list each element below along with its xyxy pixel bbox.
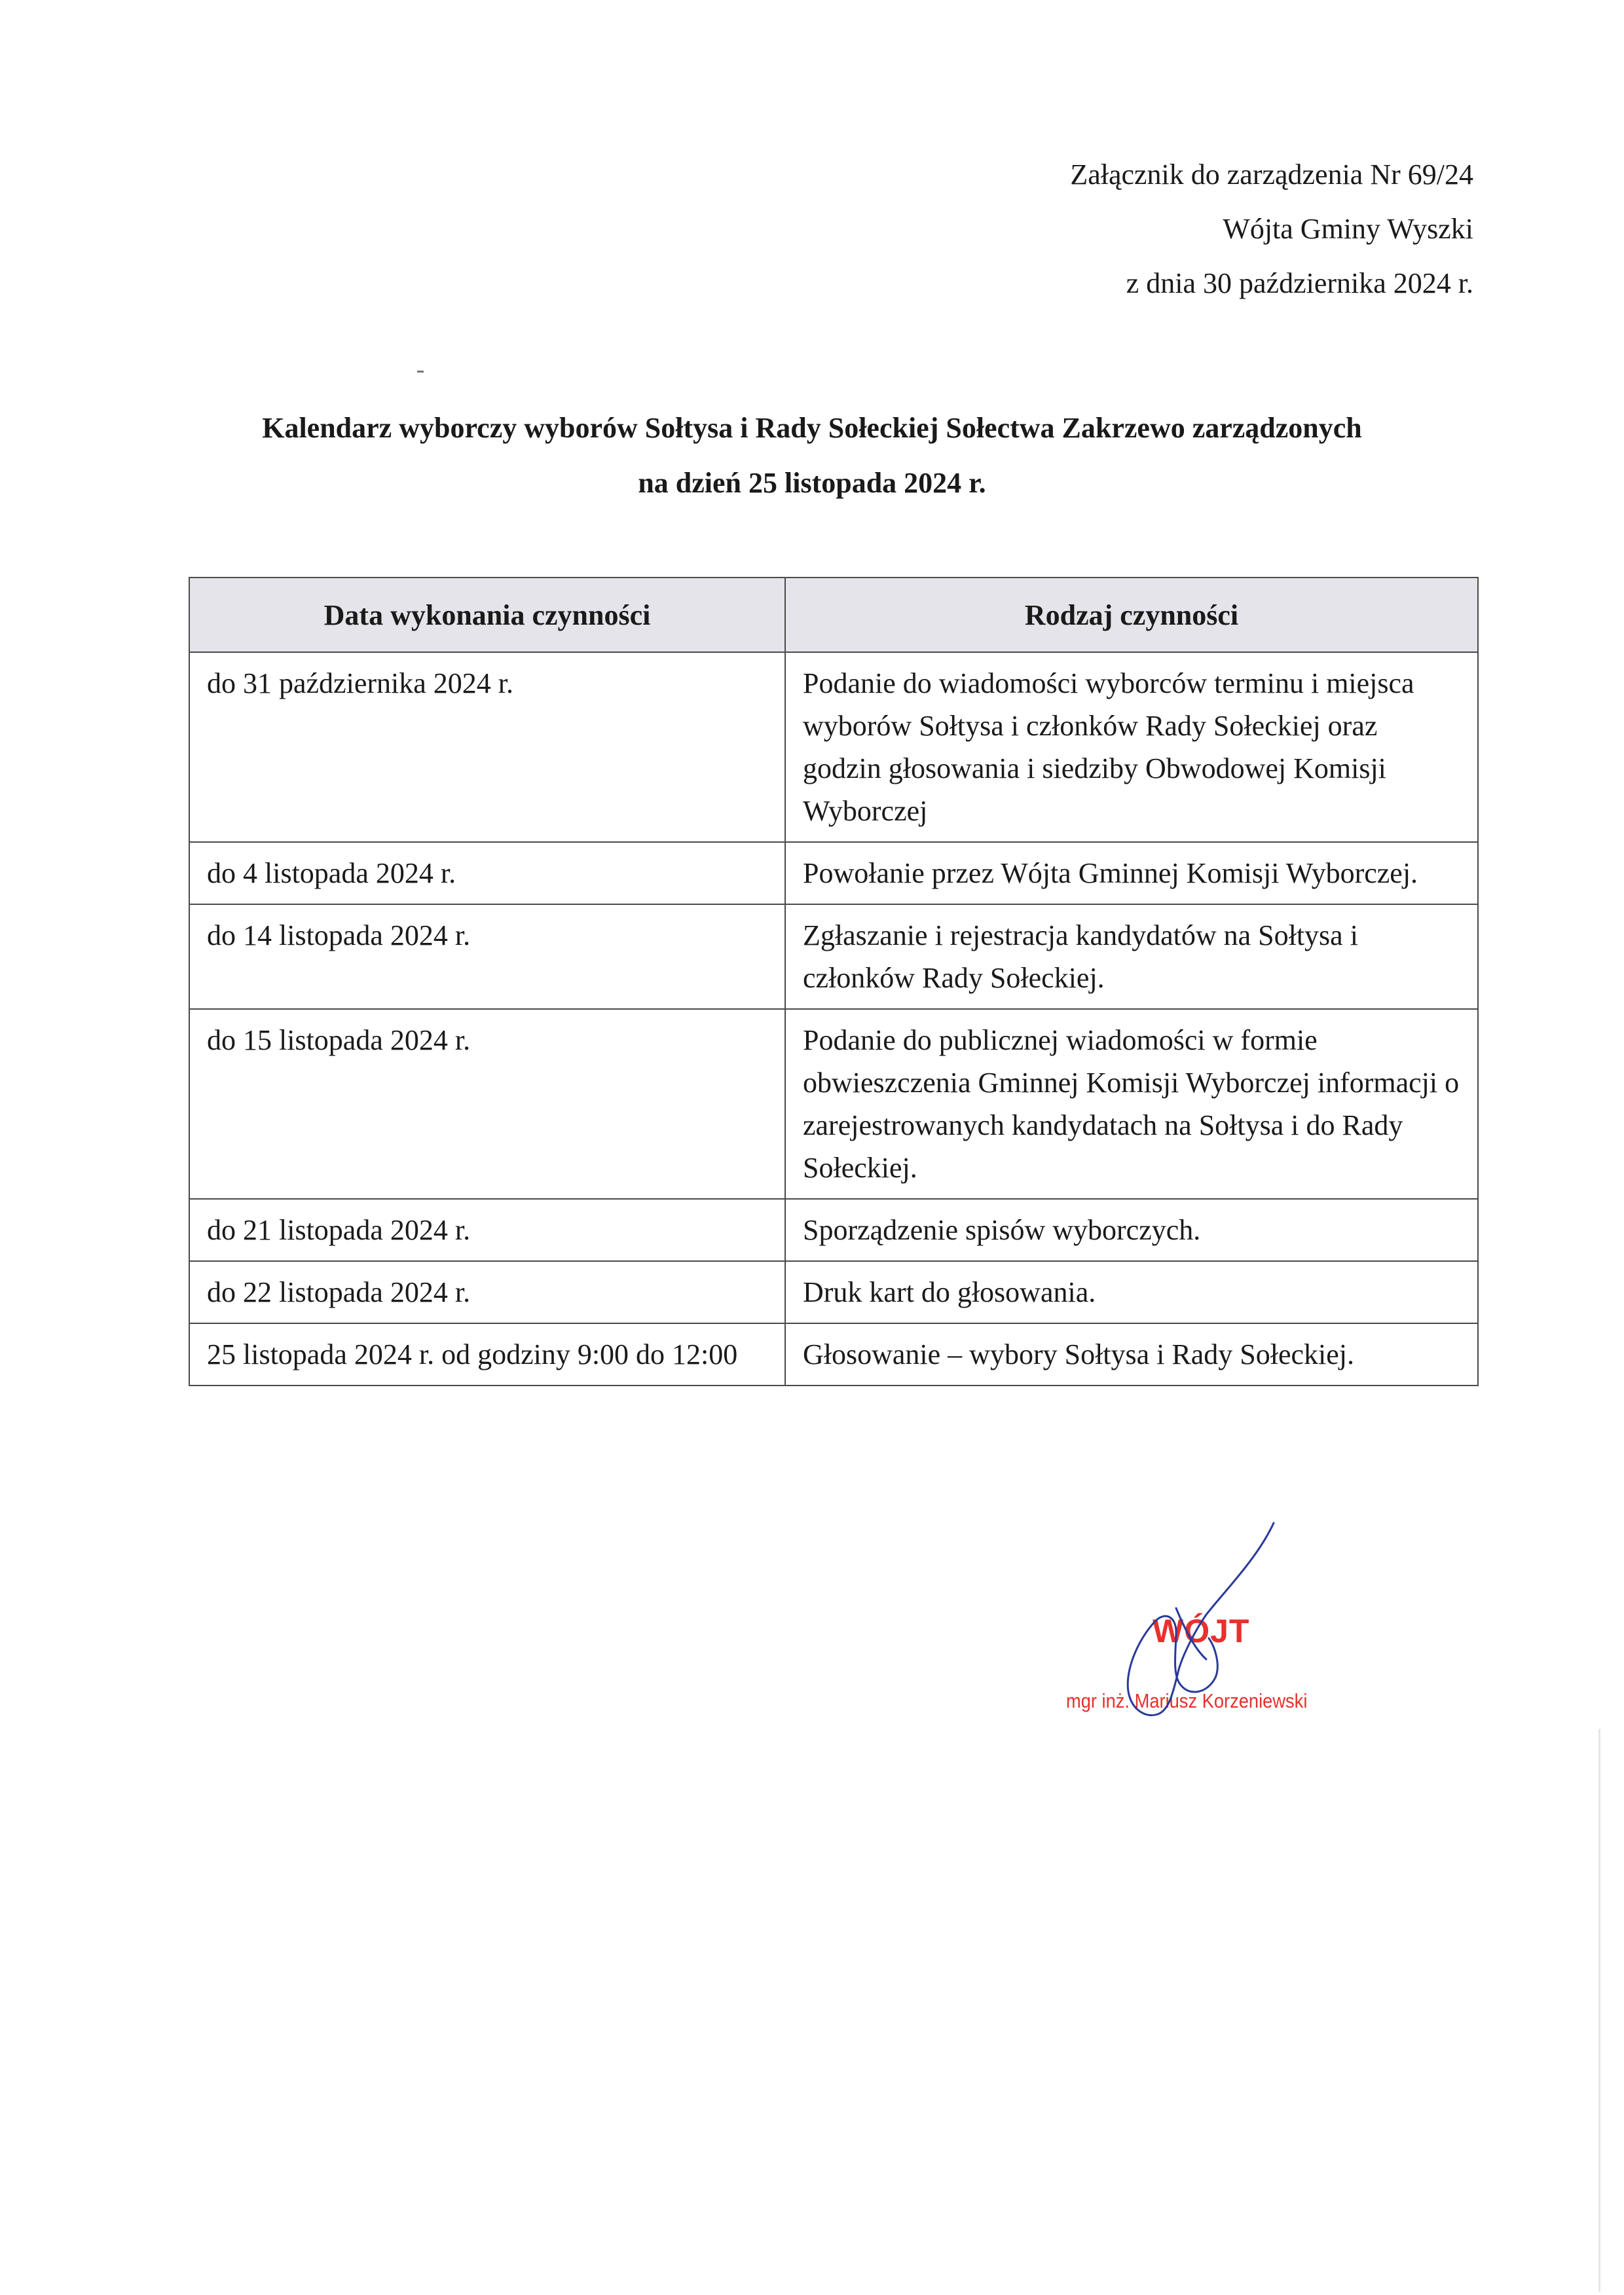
signature-stroke [1128,1523,1274,1716]
title-line-1: Kalendarz wyborczy wyborów Sołtysa i Rady Sołeckiej Sołectwa Zakrzewo zarządzonych [262,412,1362,444]
action-cell: Podanie do wiadomości wyborców terminu i miejsca wyborów Sołtysa i członków Rady Sołeckiej oraz godzin głosowania i siedziby Obwodowej Komisji Wyborczej [785,652,1478,842]
table-row [189,1009,1478,1199]
table-row [189,1199,1478,1261]
action-cell: Głosowanie – wybory Sołtysa i Rady Sołeckiej. [785,1323,1478,1386]
column-header-action: Rodzaj czynności [785,578,1478,652]
table-row [189,1323,1478,1386]
table-row [189,652,1478,842]
date-cell: do 22 listopada 2024 r. [189,1261,785,1323]
action-cell: Druk kart do głosowania. [785,1261,1478,1323]
action-cell: Sporządzenie spisów wyborczych. [785,1199,1478,1261]
date-cell: do 15 listopada 2024 r. [189,1009,785,1199]
date-cell: 25 listopada 2024 r. od godziny 9:00 do 12:00 [189,1323,785,1386]
document-title [0,401,1624,511]
table-row [189,1261,1478,1323]
header-line-3: z dnia 30 października 2024 r. [1126,267,1473,299]
header-line-2: Wójta Gminy Wyszki [1223,213,1473,245]
date-cell: do 31 października 2024 r. [189,652,785,842]
scan-edge [1598,1729,1600,2292]
date-cell: do 14 listopada 2024 r. [189,904,785,1009]
handwritten-signature [1061,1519,1362,1742]
scan-mark [417,371,424,373]
date-cell: do 4 listopada 2024 r. [189,842,785,904]
header-line-1: Załącznik do zarządzenia Nr 69/24 [1070,158,1473,191]
signature-stroke [1176,1608,1206,1659]
stamp-name: mgr inż. Mariusz Korzeniewski [1066,1689,1308,1712]
table-header-row [189,578,1478,652]
column-header-date: Data wykonania czynności [189,578,785,652]
election-calendar-table [189,577,1479,1386]
table-row [189,904,1478,1009]
stamp-title: WÓJT [1153,1613,1250,1649]
action-cell: Podanie do publicznej wiadomości w formie obwieszczenia Gminnej Komisji Wyborczej informacji o zarejestrowanych kandydatach na Sołtysa i do Rady Sołeckiej. [785,1009,1478,1199]
action-cell: Powołanie przez Wójta Gminnej Komisji Wyborczej. [785,842,1478,904]
title-line-2: na dzień 25 listopada 2024 r. [638,467,986,499]
action-cell: Zgłaszanie i rejestracja kandydatów na Sołtysa i członków Rady Sołeckiej. [785,904,1478,1009]
table-row [189,842,1478,904]
date-cell: do 21 listopada 2024 r. [189,1199,785,1261]
attachment-header [1070,147,1473,310]
